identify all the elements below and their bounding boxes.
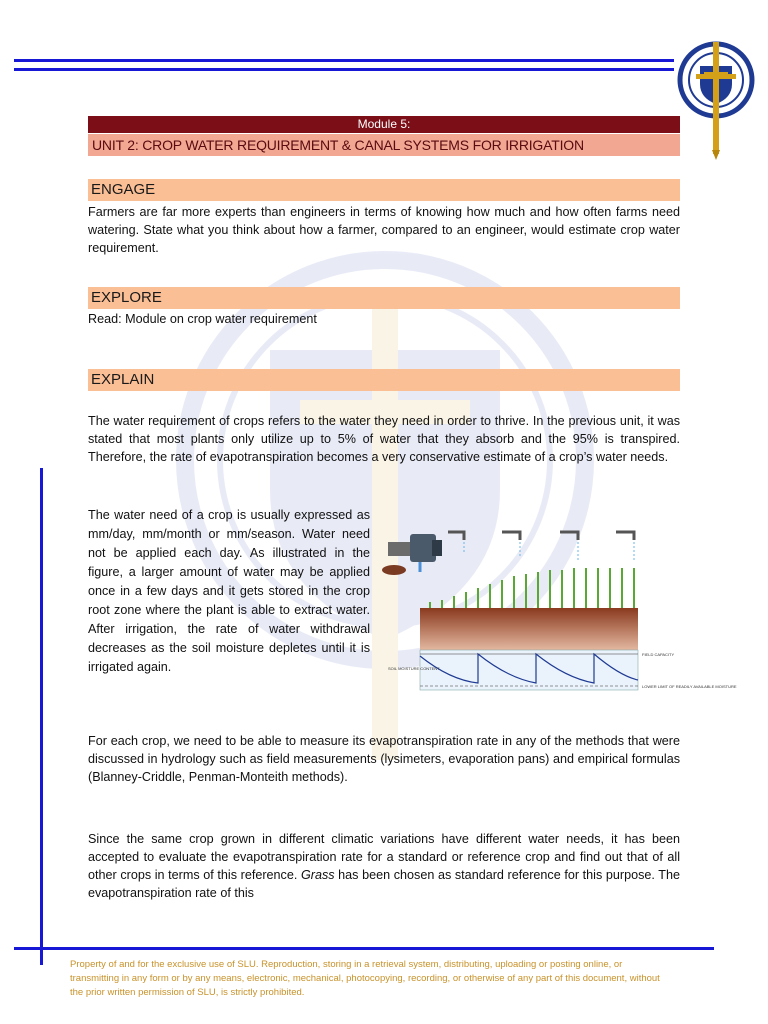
top-border-line	[14, 59, 674, 62]
paragraph-4-italic-term: Grass	[300, 868, 335, 882]
explain-paragraph-4	[88, 830, 680, 902]
field-capacity-label: FIELD CAPACITY	[642, 652, 675, 657]
university-seal-icon	[666, 38, 766, 160]
irrigation-soil-moisture-figure	[380, 520, 737, 712]
left-border-line	[40, 468, 43, 965]
explain-paragraph-1: The water requirement of crops refers to the water they need in order to thrive. In the previous unit, it was stated that most plants only utilize up to 5% of water that they absorb and the 95% is transpired. Therefore, the rate of evapotranspiration becomes a very conservative estimate of a crop’s water needs.	[88, 414, 680, 464]
paragraph-4-end: has been chosen as standard reference for this purpose. The evapotranspiration rate of this	[88, 868, 680, 900]
engage-heading: ENGAGE	[88, 179, 680, 201]
copyright-footer: Property of and for the exclusive use of SLU. Reproduction, storing in a retrieval system, distributing, uploading or posting online, or transmitting in any form or by any means, electronic, mechanical, photocopying, recording, or otherwise of any part of this document, without the prior written permission of SLU, is strictly prohibited.	[70, 959, 660, 998]
water-pump-icon	[382, 534, 442, 575]
explore-text: Read: Module on crop water requirement	[88, 312, 317, 326]
module-title: Module 5:	[88, 116, 680, 133]
explain-paragraph-3: For each crop, we need to be able to measure its evapotranspiration rate in any of the methods that were discussed in hydrology such as field measurements (lysimeters, evaporation pans) and empirical formulas (Blanney-Criddle, Penman-Monteith methods).	[88, 734, 680, 784]
top-border-line-2	[14, 68, 674, 71]
soil-moisture-label: SOIL MOISTURE CONTENT	[388, 666, 440, 671]
explore-heading: EXPLORE	[88, 287, 680, 309]
bottom-border-line	[14, 947, 714, 950]
unit-title: UNIT 2: CROP WATER REQUIREMENT & CANAL SYSTEMS FOR IRRIGATION	[88, 134, 680, 156]
lower-limit-label: LOWER LIMIT OF READILY AVAILABLE MOISTURE	[642, 684, 737, 689]
explain-paragraph-2: The water need of a crop is usually expressed as mm/day, mm/month or mm/season. Water need not be applied each day. As illustrated in the figure, a larger amount of water may be applied once in a few days and it gets stored in the crop root zone where the plant is able to extract water. After irrigation, the rate of water withdrawal decreases as the soil moisture depletes until it is irrigated again.	[88, 508, 370, 674]
paragraph-4-start: Since the same crop grown in different climatic variations have different water needs, it has been accepted to evaluate the evapotranspiration rate for a standard or reference crop and find out that of all other crops in terms of this reference.	[88, 832, 680, 882]
engage-text: Farmers are far more experts than engineers in terms of knowing how much and how often farms need watering. State what you think about how a farmer, compared to an engineer, would estimate crop water requirement.	[88, 205, 680, 255]
explain-heading: EXPLAIN	[88, 369, 680, 391]
